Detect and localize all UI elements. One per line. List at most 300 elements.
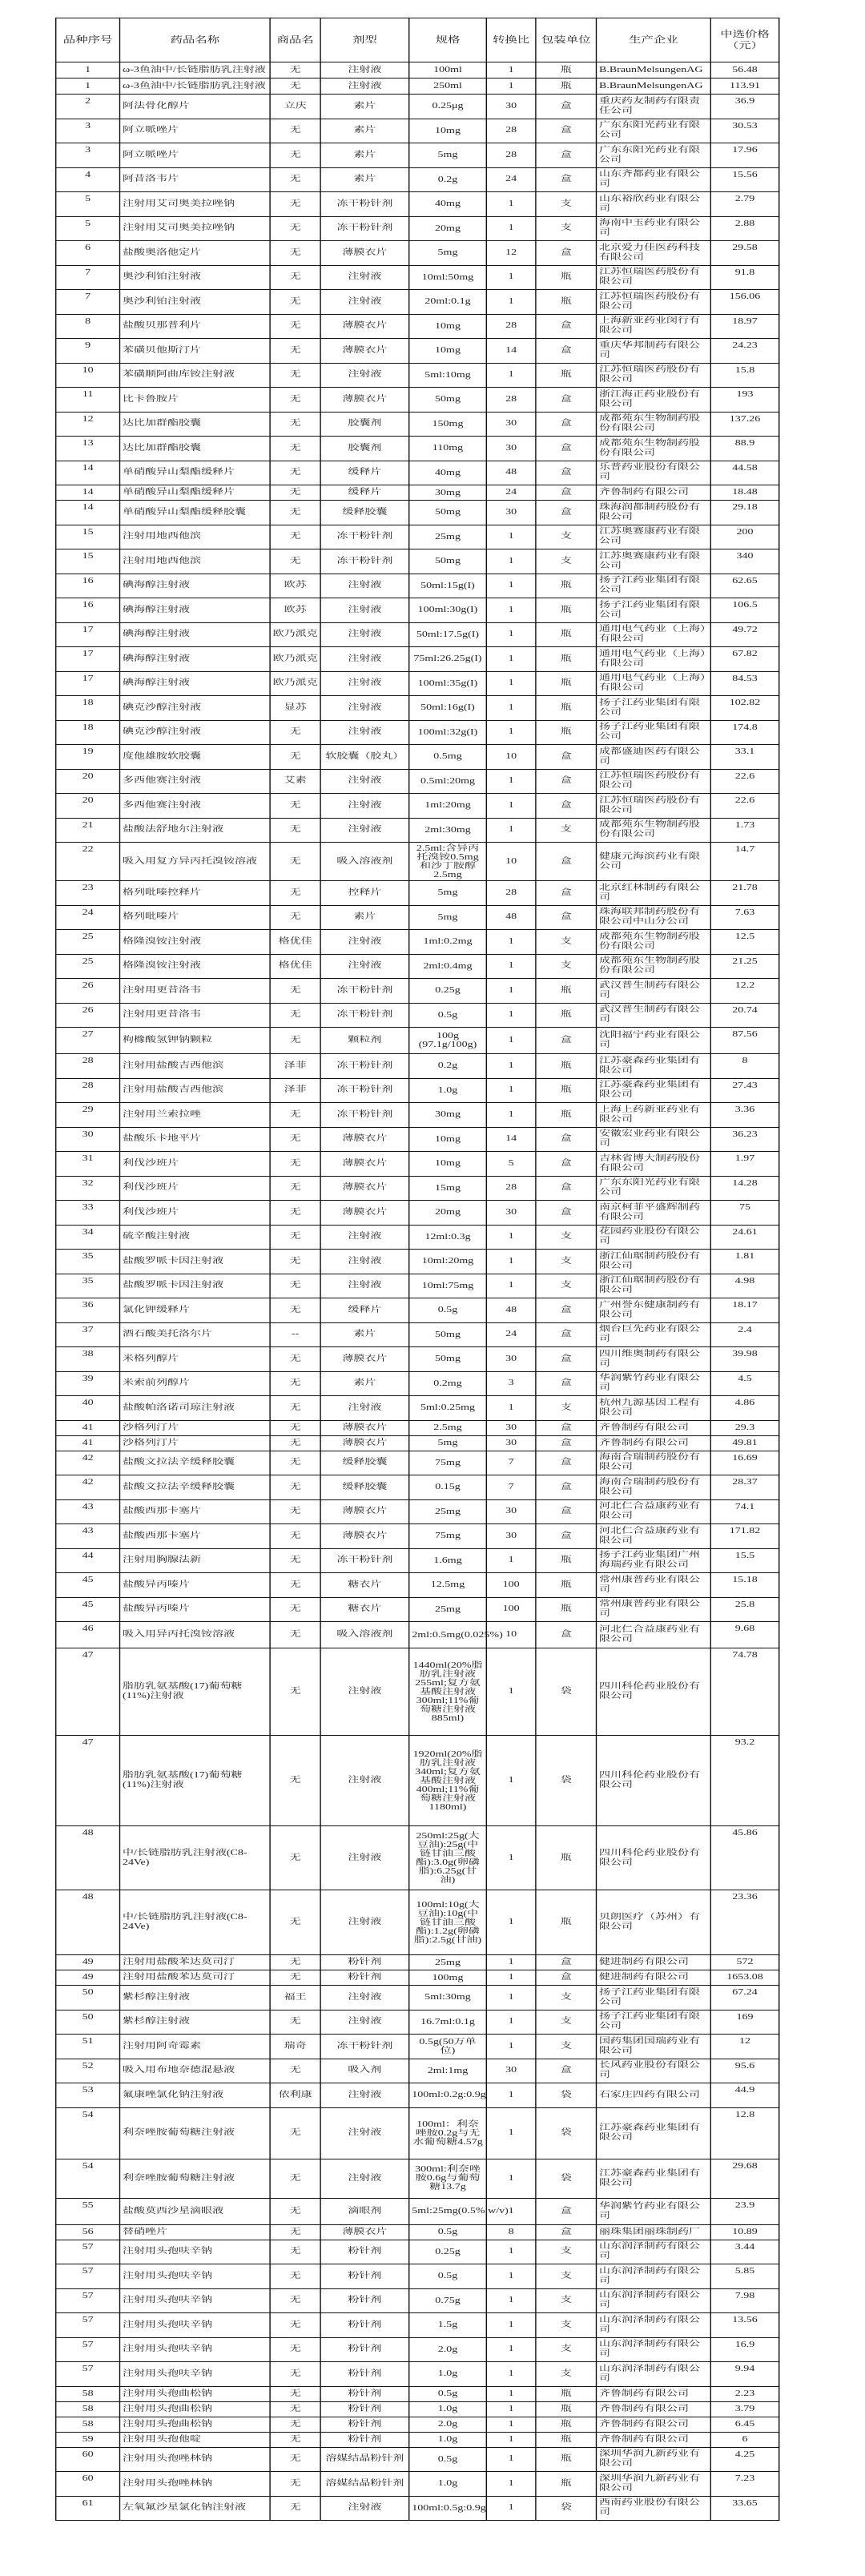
cell-price: 15.8 — [710, 363, 778, 388]
table-row — [56, 1548, 779, 1573]
cell-company: 山东润泽制药有限公司 — [597, 2264, 711, 2289]
cell-unit: 瓶 — [536, 1548, 597, 1573]
cell-name: 达比加群酯胶囊 — [120, 412, 271, 437]
cell-ratio: 1 — [486, 2432, 536, 2447]
cell-seq: 55 — [56, 2198, 120, 2224]
cell-form: 缓释片 — [320, 461, 409, 485]
column-header-name: 药品名称 — [120, 18, 271, 62]
cell-company: 武汉普生制药有限公司 — [597, 979, 711, 1004]
cell-company: 沈阳福宁药业有限公司 — [597, 1028, 711, 1054]
cell-name: 注射用头孢呋辛钠 — [120, 2288, 271, 2313]
cell-name: 碘克沙醇注射液 — [120, 696, 271, 721]
cell-ratio: 1 — [486, 794, 536, 819]
cell-unit: 盒 — [536, 1322, 597, 1347]
cell-price: 74.78 — [710, 1648, 778, 1736]
cell-spec: 20ml:0.1g — [409, 290, 487, 315]
cell-spec: 25mg — [409, 525, 487, 549]
cell-company: 成都盛迪医药有限公司 — [597, 745, 711, 770]
cell-spec: 300ml:利奈唑胺0.6g与葡萄糖13.7g — [409, 2159, 487, 2198]
column-header-unit: 包装单位 — [536, 18, 597, 62]
cell-seq: 41 — [56, 1435, 120, 1451]
table-row — [56, 843, 779, 881]
cell-unit: 瓶 — [536, 598, 597, 623]
cell-price: 4.98 — [710, 1274, 778, 1298]
cell-spec: 5mg — [409, 881, 487, 906]
cell-brand: 无 — [270, 1152, 320, 1177]
cell-spec: 1.0g — [409, 2472, 487, 2497]
cell-company: 深圳华润九新药业有限公司 — [597, 2447, 711, 2472]
cell-ratio: 1 — [486, 363, 536, 388]
cell-price: 56.48 — [710, 62, 778, 78]
cell-company: 江苏豪森药业集团有限公司 — [597, 2159, 711, 2198]
cell-spec: 0.25μg — [409, 95, 487, 119]
cell-name: 阿法骨化醇片 — [120, 95, 271, 119]
cell-price: 4.25 — [710, 2447, 778, 2472]
cell-price: 88.9 — [710, 437, 778, 461]
cell-price: 91.8 — [710, 265, 778, 290]
table-row — [56, 1420, 779, 1435]
cell-company: 山东润泽制药有限公司 — [597, 2240, 711, 2264]
cell-company: 重庆华邦制药有限公司 — [597, 339, 711, 364]
cell-ratio: 1 — [486, 1003, 536, 1028]
table-row — [56, 818, 779, 843]
cell-brand: 无 — [270, 339, 320, 364]
table-row — [56, 930, 779, 955]
cell-unit: 支 — [536, 954, 597, 979]
cell-price: 2.88 — [710, 216, 778, 241]
cell-brand: 无 — [270, 314, 320, 339]
table-row — [56, 2496, 779, 2521]
cell-seq: 29 — [56, 1103, 120, 1128]
cell-form: 薄膜衣片 — [320, 2224, 409, 2240]
cell-company: 江苏豪森药业集团有限公司 — [597, 2107, 711, 2159]
cell-brand: 欧苏 — [270, 574, 320, 598]
cell-name: 阿昔洛韦片 — [120, 167, 271, 192]
cell-spec: 100ml — [409, 62, 487, 78]
cell-price: 156.06 — [710, 290, 778, 315]
cell-brand: 无 — [270, 2107, 320, 2159]
table-row — [56, 2035, 779, 2059]
cell-company: 吉林省博大制药股份有限公司 — [597, 1152, 711, 1177]
cell-brand: 无 — [270, 1499, 320, 1524]
cell-company: 江苏奥赛康药业有限公司 — [597, 525, 711, 549]
cell-brand: 无 — [270, 1435, 320, 1451]
cell-brand: 无 — [270, 2010, 320, 2035]
cell-brand: 瑞奇 — [270, 2035, 320, 2059]
table-row — [56, 2224, 779, 2240]
cell-seq: 13 — [56, 437, 120, 461]
cell-seq: 28 — [56, 1054, 120, 1079]
cell-name: 注射用艾司奥美拉唑钠 — [120, 216, 271, 241]
table-row — [56, 2198, 779, 2224]
cell-form: 缓释胶囊 — [320, 1475, 409, 1500]
cell-ratio: 1 — [486, 2472, 536, 2497]
cell-price: 22.6 — [710, 769, 778, 794]
cell-name: 苯磺顺阿曲库铵注射液 — [120, 363, 271, 388]
cell-company: 安徽宏业药业有限公司 — [597, 1127, 711, 1152]
cell-company: 四川科伦药业股份有限公司 — [597, 1648, 711, 1736]
cell-spec: 0.5g — [409, 2447, 487, 2472]
cell-form: 薄膜衣片 — [320, 1176, 409, 1201]
cell-form: 注射液 — [320, 1274, 409, 1298]
cell-unit: 支 — [536, 2362, 597, 2387]
cell-price: 15.5 — [710, 1548, 778, 1573]
cell-unit: 瓶 — [536, 265, 597, 290]
cell-spec: 1.5g — [409, 2313, 487, 2338]
cell-form: 粉针剂 — [320, 2288, 409, 2313]
cell-spec: 12ml:0.3g — [409, 1225, 487, 1250]
cell-company: 浙江海正药业股份有限公司 — [597, 388, 711, 413]
table-row — [56, 696, 779, 721]
cell-spec: 40mg — [409, 461, 487, 485]
cell-form: 素片 — [320, 1371, 409, 1396]
table-row — [56, 2159, 779, 2198]
table-row — [56, 62, 779, 78]
cell-name: 米索前列醇片 — [120, 1371, 271, 1396]
cell-seq: 42 — [56, 1475, 120, 1500]
cell-company: 长风药业股份有限公司 — [597, 2059, 711, 2083]
cell-form: 注射液 — [320, 1736, 409, 1826]
cell-spec: 50mg — [409, 1347, 487, 1372]
cell-seq: 15 — [56, 549, 120, 574]
cell-price: 29.58 — [710, 241, 778, 266]
cell-spec: 0.2g — [409, 167, 487, 192]
cell-spec: 100ml:30g(I) — [409, 598, 487, 623]
cell-spec: 25mg — [409, 1597, 487, 1622]
cell-name: 注射用头孢呋辛钠 — [120, 2362, 271, 2387]
cell-seq: 40 — [56, 1396, 120, 1421]
cell-ratio: 1 — [486, 1736, 536, 1826]
cell-ratio: 1 — [486, 1890, 536, 1955]
cell-unit: 支 — [536, 2035, 597, 2059]
cell-ratio: 1 — [486, 1250, 536, 1274]
cell-unit: 盒 — [536, 794, 597, 819]
cell-unit: 支 — [536, 2313, 597, 2338]
cell-spec: 75mg — [409, 1451, 487, 1475]
cell-form: 注射液 — [320, 930, 409, 955]
cell-price: 113.91 — [710, 78, 778, 95]
cell-seq: 12 — [56, 412, 120, 437]
cell-price: 74.1 — [710, 1499, 778, 1524]
cell-price: 27.43 — [710, 1078, 778, 1103]
document-page — [55, 18, 779, 2521]
cell-ratio: 1 — [486, 1548, 536, 1573]
cell-spec: 50mg — [409, 1322, 487, 1347]
cell-unit: 盒 — [536, 1475, 597, 1500]
cell-form: 注射液 — [320, 1826, 409, 1890]
cell-ratio: 1 — [486, 598, 536, 623]
table-row — [56, 192, 779, 217]
cell-unit: 支 — [536, 2288, 597, 2313]
cell-form: 注射液 — [320, 2496, 409, 2521]
cell-spec: 0.5ml:20mg — [409, 769, 487, 794]
cell-brand: 无 — [270, 1028, 320, 1054]
cell-company: 四川科伦药业股份有限公司 — [597, 1736, 711, 1826]
cell-form: 溶媒结晶粉针剂 — [320, 2472, 409, 2497]
cell-company: 杭州九源基因工程有限公司 — [597, 1396, 711, 1421]
cell-spec: 0.5g — [409, 1003, 487, 1028]
cell-seq: 57 — [56, 2337, 120, 2362]
cell-name: 注射用头孢他啶 — [120, 2432, 271, 2447]
cell-form: 注射液 — [320, 62, 409, 78]
cell-seq: 60 — [56, 2472, 120, 2497]
cell-name: 盐酸罗哌卡因注射液 — [120, 1274, 271, 1298]
cell-ratio: 1 — [486, 2107, 536, 2159]
cell-form: 缓释胶囊 — [320, 1451, 409, 1475]
cell-form: 粉针剂 — [320, 2337, 409, 2362]
cell-price: 44.58 — [710, 461, 778, 485]
cell-form: 注射液 — [320, 671, 409, 696]
cell-brand: 无 — [270, 1524, 320, 1549]
cell-unit: 盒 — [536, 501, 597, 525]
cell-unit: 盒 — [536, 881, 597, 906]
cell-ratio: 1 — [486, 671, 536, 696]
cell-company: 四川科伦药业股份有限公司 — [597, 1826, 711, 1890]
cell-price: 20.74 — [710, 1003, 778, 1028]
cell-brand: 格优佳 — [270, 954, 320, 979]
cell-company: 广州誉东健康制药有限公司 — [597, 1298, 711, 1323]
cell-company: 江苏豪森药业集团有限公司 — [597, 1078, 711, 1103]
cell-seq: 39 — [56, 1371, 120, 1396]
cell-unit: 支 — [536, 1250, 597, 1274]
cell-brand: 无 — [270, 843, 320, 881]
table-row — [56, 290, 779, 315]
cell-name: 吸入用复方异丙托溴铵溶液 — [120, 843, 271, 881]
cell-seq: 47 — [56, 1736, 120, 1826]
cell-name: 碘海醇注射液 — [120, 622, 271, 647]
cell-spec: 75mg — [409, 1524, 487, 1549]
cell-spec: 100ml:0.2g:0.9g — [409, 2083, 487, 2108]
cell-name: 米格列醇片 — [120, 1347, 271, 1372]
cell-spec: 5mg — [409, 1435, 487, 1451]
cell-spec: 2ml:30mg — [409, 818, 487, 843]
cell-brand: 欧乃派克 — [270, 647, 320, 672]
cell-brand: 无 — [270, 525, 320, 549]
cell-unit: 瓶 — [536, 720, 597, 745]
cell-name: 沙格列汀片 — [120, 1420, 271, 1435]
cell-form: 注射液 — [320, 794, 409, 819]
cell-ratio: 1 — [486, 930, 536, 955]
cell-price: 30.53 — [710, 119, 778, 143]
table-row — [56, 1736, 779, 1826]
cell-unit: 瓶 — [536, 363, 597, 388]
cell-price: 16.9 — [710, 2337, 778, 2362]
cell-form: 冻干粉针剂 — [320, 1054, 409, 1079]
cell-price: 24.23 — [710, 339, 778, 364]
cell-ratio: 14 — [486, 1127, 536, 1152]
cell-brand: 无 — [270, 78, 320, 95]
cell-price: 2.23 — [710, 2386, 778, 2401]
cell-form: 注射液 — [320, 574, 409, 598]
cell-company: 海南中玉药业有限公司 — [597, 216, 711, 241]
cell-seq: 48 — [56, 1890, 120, 1955]
cell-name: 多西他赛注射液 — [120, 769, 271, 794]
cell-ratio: 3 — [486, 1371, 536, 1396]
cell-form: 缓释片 — [320, 1298, 409, 1323]
cell-spec: 100ml:35g(I) — [409, 671, 487, 696]
cell-company: 常州康普药业有限公司 — [597, 1597, 711, 1622]
cell-form: 薄膜衣片 — [320, 1420, 409, 1435]
cell-company: 国药集团国瑞药业有限公司 — [597, 2035, 711, 2059]
cell-ratio: 1 — [486, 574, 536, 598]
cell-brand: 无 — [270, 1103, 320, 1128]
cell-price: 4.5 — [710, 1371, 778, 1396]
cell-spec: 2ml:0.4mg — [409, 954, 487, 979]
cell-brand: 无 — [270, 2386, 320, 2401]
cell-spec: 10mg — [409, 339, 487, 364]
cell-brand: 无 — [270, 1648, 320, 1736]
cell-brand: 无 — [270, 1371, 320, 1396]
cell-brand: 无 — [270, 119, 320, 143]
cell-brand: 无 — [270, 1420, 320, 1435]
cell-unit: 袋 — [536, 1736, 597, 1826]
table-row — [56, 720, 779, 745]
cell-spec: 0.25g — [409, 2240, 487, 2264]
cell-price: 12.8 — [710, 2107, 778, 2159]
cell-company: 健康元海滨药业有限公司 — [597, 843, 711, 881]
cell-form: 注射液 — [320, 290, 409, 315]
cell-name: 格隆溴铵注射液 — [120, 930, 271, 955]
cell-name: 中/长链脂肪乳注射液(C8-24Ve) — [120, 1890, 271, 1955]
cell-spec: 16.7ml:0.1g — [409, 2010, 487, 2035]
cell-price: 44.9 — [710, 2083, 778, 2108]
cell-name: 紫杉醇注射液 — [120, 2010, 271, 2035]
cell-company: 成都苑东生物制药股份有限公司 — [597, 818, 711, 843]
cell-name: 盐酸奥洛他定片 — [120, 241, 271, 266]
cell-form: 注射液 — [320, 1396, 409, 1421]
cell-unit: 盒 — [536, 437, 597, 461]
cell-seq: 53 — [56, 2083, 120, 2108]
cell-brand: 无 — [270, 2198, 320, 2224]
cell-ratio: 1 — [486, 2447, 536, 2472]
cell-spec: 30mg — [409, 1103, 487, 1128]
cell-seq: 7 — [56, 265, 120, 290]
cell-price: 13.56 — [710, 2313, 778, 2338]
cell-spec: 0.5g — [409, 1298, 487, 1323]
cell-seq: 37 — [56, 1322, 120, 1347]
cell-ratio: 1 — [486, 78, 536, 95]
cell-seq: 17 — [56, 647, 120, 672]
cell-form: 注射液 — [320, 954, 409, 979]
cell-unit: 盒 — [536, 769, 597, 794]
cell-company: 北京红林制药有限公司 — [597, 881, 711, 906]
cell-ratio: 30 — [486, 1524, 536, 1549]
cell-brand: 泽菲 — [270, 1078, 320, 1103]
cell-spec: 5ml:25mg(0.5%,w/v) — [409, 2198, 487, 2224]
cell-name: 阿立哌唑片 — [120, 143, 271, 168]
cell-unit: 瓶 — [536, 2417, 597, 2432]
cell-name: 枸橼酸氢钾钠颗粒 — [120, 1028, 271, 1054]
cell-spec: 15mg — [409, 1176, 487, 1201]
cell-seq: 57 — [56, 2288, 120, 2313]
cell-unit: 支 — [536, 930, 597, 955]
cell-ratio: 1 — [486, 62, 536, 78]
cell-name: 注射用盐酸吉西他滨 — [120, 1054, 271, 1079]
cell-unit: 瓶 — [536, 78, 597, 95]
cell-ratio: 1 — [486, 769, 536, 794]
cell-form: 注射液 — [320, 2159, 409, 2198]
cell-seq: 5 — [56, 192, 120, 217]
column-header-form: 剂型 — [320, 18, 409, 62]
cell-company: 扬子江药业集团广州海瑞药业有限公司 — [597, 1548, 711, 1573]
cell-brand: 无 — [270, 2496, 320, 2521]
cell-price: 18.17 — [710, 1298, 778, 1323]
cell-unit: 瓶 — [536, 647, 597, 672]
cell-price: 3.44 — [710, 2240, 778, 2264]
cell-spec: 5ml:30mg — [409, 1986, 487, 2010]
table-row — [56, 647, 779, 672]
cell-brand: 无 — [270, 388, 320, 413]
cell-unit: 袋 — [536, 2107, 597, 2159]
cell-company: 扬子江药业集团有限公司 — [597, 720, 711, 745]
cell-name: 注射用头孢呋辛钠 — [120, 2264, 271, 2289]
cell-company: 齐鲁制药有限公司 — [597, 2417, 711, 2432]
cell-name: 注射用头孢唑林钠 — [120, 2472, 271, 2497]
cell-form: 缓释胶囊 — [320, 501, 409, 525]
cell-spec: 0.75g — [409, 2288, 487, 2313]
cell-name: 碘海醇注射液 — [120, 671, 271, 696]
table-body — [56, 62, 779, 2521]
cell-unit: 支 — [536, 818, 597, 843]
cell-name: 度他雄胺软胶囊 — [120, 745, 271, 770]
cell-seq: 54 — [56, 2159, 120, 2198]
cell-name: 注射用更昔洛韦 — [120, 1003, 271, 1028]
cell-spec: 12.5mg — [409, 1573, 487, 1598]
cell-price: 1653.08 — [710, 1970, 778, 1986]
cell-spec: 0.15g — [409, 1475, 487, 1500]
cell-brand: 无 — [270, 1396, 320, 1421]
cell-price: 15.18 — [710, 1573, 778, 1598]
cell-seq: 21 — [56, 818, 120, 843]
cell-name: 单硝酸异山梨酯缓释片 — [120, 461, 271, 485]
cell-seq: 49 — [56, 1970, 120, 1986]
cell-ratio: 1 — [486, 2198, 536, 2224]
cell-price: 137.26 — [710, 412, 778, 437]
cell-unit: 瓶 — [536, 2401, 597, 2417]
cell-unit: 盒 — [536, 1420, 597, 1435]
table-row — [56, 525, 779, 549]
cell-unit: 瓶 — [536, 2432, 597, 2447]
cell-brand: 立庆 — [270, 95, 320, 119]
table-row — [56, 1890, 779, 1955]
cell-company: 花园药业股份有限公司 — [597, 1225, 711, 1250]
cell-brand: 无 — [270, 437, 320, 461]
cell-form: 胶囊剂 — [320, 412, 409, 437]
table-row — [56, 1347, 779, 1372]
cell-seq: 43 — [56, 1524, 120, 1549]
cell-form: 薄膜衣片 — [320, 1347, 409, 1372]
table-row — [56, 2337, 779, 2362]
cell-company: 广东东阳光药业有限公司 — [597, 119, 711, 143]
cell-form: 冻干粉针剂 — [320, 979, 409, 1004]
cell-company: 江苏豪森药业集团有限公司 — [597, 1054, 711, 1079]
cell-brand: 无 — [270, 2224, 320, 2240]
cell-price: 102.82 — [710, 696, 778, 721]
cell-seq: 25 — [56, 954, 120, 979]
table-row — [56, 388, 779, 413]
cell-unit: 盒 — [536, 241, 597, 266]
cell-form: 粉针剂 — [320, 2386, 409, 2401]
cell-brand: 依利康 — [270, 2083, 320, 2108]
cell-brand: 无 — [270, 1274, 320, 1298]
cell-form: 冻干粉针剂 — [320, 525, 409, 549]
cell-ratio: 30 — [486, 1499, 536, 1524]
cell-company: 成都苑东生物制药股份有限公司 — [597, 930, 711, 955]
cell-price: 3.36 — [710, 1103, 778, 1128]
cell-company: 齐鲁制药有限公司 — [597, 2432, 711, 2447]
cell-price: 4.86 — [710, 1396, 778, 1421]
cell-ratio: 1 — [486, 549, 536, 574]
